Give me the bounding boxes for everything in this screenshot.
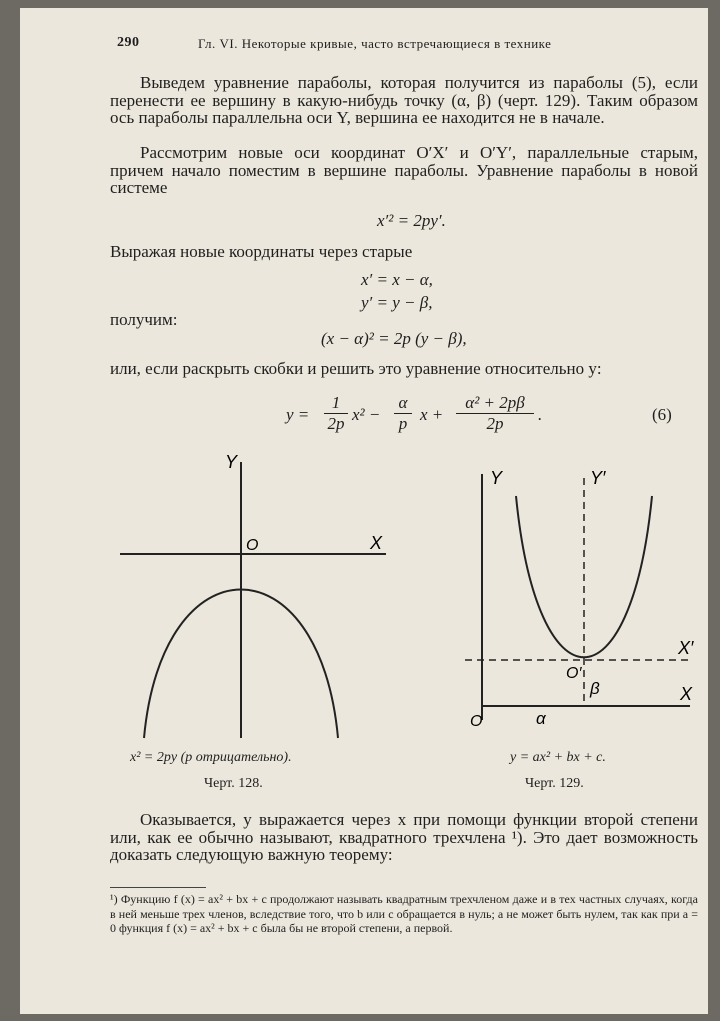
fig128-label-y: Y — [225, 452, 238, 472]
formula-6-frac1-num: 1 — [324, 393, 348, 414]
figure-129 — [420, 456, 700, 736]
page-header — [20, 35, 708, 55]
running-title: Гл. VI. Некоторые кривые, часто встречающиеся в технике — [198, 36, 552, 51]
formula-6-frac2-num: α — [394, 393, 412, 414]
fig129-label-o-prime: O′ — [566, 665, 582, 682]
paragraph-5: или, если раскрыть скобки и решить это уравнение относительно y: — [110, 359, 602, 378]
fig129-label-y-prime: Y′ — [590, 468, 606, 488]
fig128-caption: Черт. 128. — [204, 776, 263, 791]
formula-6-end: . — [538, 405, 543, 424]
paragraph-6: Оказывается, y выражается через x при помощи функции второй степени или, как ее обычно называют, квадратного трехчлена ¹). Это дает возможность доказать следующую важную теорему: — [110, 810, 698, 864]
formula-6 — [286, 393, 566, 437]
figure-128 — [100, 448, 400, 748]
formula-6-frac3 — [456, 393, 534, 434]
fig129-formula: y = ax² + bx + c. — [510, 750, 606, 765]
formula-6-x2: x² − — [352, 405, 381, 424]
formula-6-frac1-den: 2p — [327, 414, 345, 433]
formula-x-prime: x′ = x − α, — [361, 270, 433, 289]
formula-6-frac2 — [394, 393, 412, 434]
fig129-label-o: O — [470, 713, 483, 730]
formula-6-frac3-den: 2p — [486, 414, 504, 433]
formula-y-prime: y′ = y − β, — [361, 293, 433, 312]
formula-new-system: x′² = 2py′. — [377, 211, 446, 230]
paragraph-3: Выражая новые координаты через старые — [110, 242, 413, 261]
footnote-rule — [110, 887, 206, 888]
formula-6-number: (6) — [652, 405, 672, 424]
fig129-label-x-prime: X′ — [678, 638, 694, 658]
page-number: 290 — [117, 35, 140, 50]
fig129-label-y: Y — [490, 468, 503, 488]
formula-6-frac1 — [324, 393, 348, 434]
paragraph-4: получим: — [110, 310, 178, 329]
fig129-caption: Черт. 129. — [525, 776, 584, 791]
paragraph-1: Выведем уравнение параболы, которая получится из параболы (5), если перенести ее вершину в какую-нибудь точку (α, β) (черт. 129). Таким образом ось параболы параллельна оси Y, вершина ее находится не в начале. — [110, 73, 698, 127]
fig128-formula: x² = 2py (p отрицательно). — [130, 750, 292, 765]
formula-6-frac2-den: p — [398, 414, 408, 433]
fig129-label-beta: β — [590, 679, 600, 698]
formula-shifted-parabola: (x − α)² = 2p (y − β), — [321, 329, 467, 348]
paragraph-2: Рассмотрим новые оси координат O′X′ и O′Y′, параллельные старым, причем начало поместим в вершине параболы. Уравнение параболы в новой системе — [110, 143, 698, 197]
fig128-label-o: O — [246, 537, 259, 554]
formula-6-xplus: x + — [420, 405, 444, 424]
formula-6-frac3-num: α² + 2pβ — [456, 393, 534, 414]
book-page — [20, 8, 708, 1014]
footnote: ¹) Функцию f (x) = ax² + bx + c продолжают называть квадратным трехчленом даже и в тех частных случаях, когда в ней меньше трех членов, вследствие того, что b или c обращается в нуль; a не может быть нулем, так как при a = 0 функция f (x) = ax² + bx + c была бы не второй степени, а первой. — [110, 892, 698, 935]
fig129-label-alpha: α — [536, 709, 546, 728]
formula-6-lhs: y = — [286, 405, 310, 424]
fig128-label-x: X — [370, 533, 383, 553]
fig129-label-x: X — [680, 684, 693, 704]
